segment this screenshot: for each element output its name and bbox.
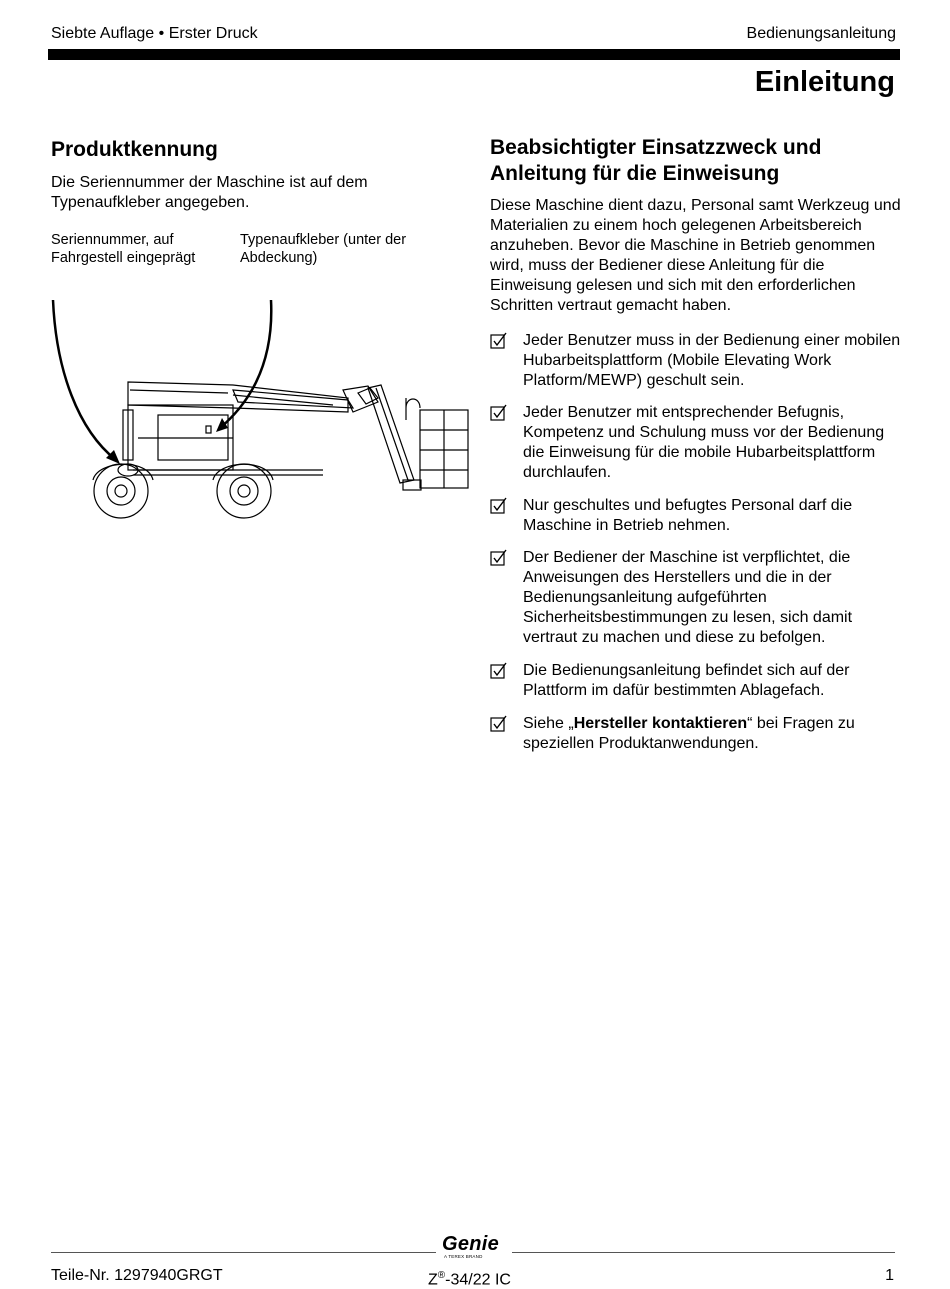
check-item-text: Jeder Benutzer muss in der Bedienung einer mobilen Hubarbeitsplattform (Mobile Elevating Work Platform/MEWP) geschult sein.: [523, 332, 901, 389]
model-suffix: -34/22 IC: [445, 1271, 511, 1289]
machine-illustration: [48, 290, 470, 525]
model-prefix: Z: [428, 1271, 438, 1289]
check-item-text: Nur geschultes und befugtes Personal darf die Maschine in Betrieb nehmen.: [523, 497, 853, 534]
intended-use-heading: Beabsichtigter Einsatzzweck und Anleitung für die Einweisung: [490, 136, 822, 185]
product-id-text: Die Seriennummer der Maschine ist auf dem Typenaufkleber angegeben.: [51, 174, 368, 211]
checkbox-checked-icon: [490, 662, 508, 680]
header-rule: [48, 49, 900, 60]
checkbox-checked-icon: [490, 332, 508, 350]
intended-use-text: Diese Maschine dient dazu, Personal samt Werkzeug und Materialien zu einem hoch gelegenen Arbeitsbereich anzuheben. Bevor die Maschine in Betrieb genommen wird, muss der Bediener diese Anleitung für die Einweisung gelesen und sich mit den erforderlichen Schritten vertraut gemacht haben.: [490, 197, 901, 314]
checkbox-checked-icon: [490, 497, 508, 515]
genie-logo: Genie: [442, 1233, 500, 1255]
registered-mark: ®: [437, 1270, 446, 1281]
logo-tagline: A TEREX BRAND: [444, 1254, 483, 1259]
check-item-text-prefix: Siehe „: [523, 715, 574, 732]
contact-manufacturer-reference: Hersteller kontaktieren: [573, 715, 748, 732]
check-item-text-suffix: “ bei Fragen zu speziellen Produktanwendungen.: [523, 715, 855, 752]
edition-label: Siebte Auflage • Erster Druck: [51, 25, 258, 42]
footer-rule-right: [512, 1252, 895, 1253]
check-item-text: Jeder Benutzer mit entsprechender Befugnis, Kompetenz und Schulung muss vor der Bedienung die Einweisung für die mobile Hubarbeitsplattform durchlaufen.: [523, 404, 885, 481]
check-item-text: Die Bedienungsanleitung befindet sich auf der Plattform im dafür bestimmten Ablagefach.: [523, 662, 850, 699]
checkbox-checked-icon: [490, 715, 508, 733]
check-item-text: [523, 714, 903, 754]
chapter-title: Einleitung: [754, 66, 895, 98]
part-number: Teile-Nr. 1297940GRGT: [51, 1267, 223, 1284]
checkbox-checked-icon: [490, 404, 508, 422]
check-item-text: Der Bediener der Maschine ist verpflichtet, die Anweisungen des Herstellers und die in der Bedienungsanleitung aufgeführten Sicherheitsbestimmungen zu lesen, sich damit vertraut zu machen und diese zu befolgen.: [523, 549, 853, 646]
model-name: [428, 1267, 511, 1289]
product-id-heading: Produktkennung: [51, 138, 218, 161]
checkbox-checked-icon: [490, 549, 508, 567]
page-number: 1: [885, 1267, 894, 1284]
label-callout: Typenaufkleber (unter der Abdeckung): [240, 232, 407, 266]
serial-callout: Seriennummer, auf Fahrgestell eingeprägt: [51, 232, 196, 266]
manual-type-label: Bedienungsanleitung: [746, 25, 896, 42]
footer-rule-left: [51, 1252, 436, 1253]
arrow-head-icon: [216, 418, 228, 432]
